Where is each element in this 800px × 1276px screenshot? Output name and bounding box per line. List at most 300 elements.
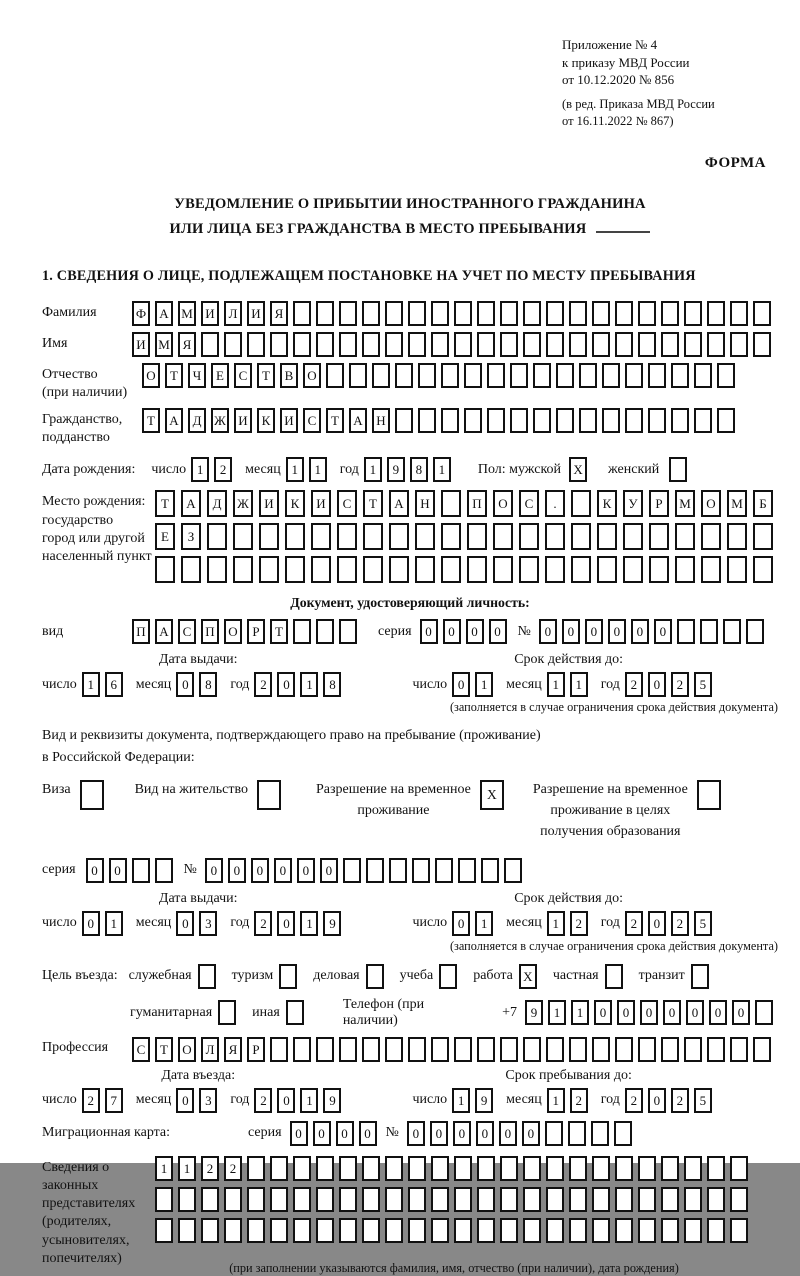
form-cell[interactable]: [454, 1156, 472, 1181]
form-cell[interactable]: 1: [300, 1088, 318, 1113]
form-cell[interactable]: [431, 1218, 449, 1243]
form-cell[interactable]: [316, 332, 334, 357]
form-cell[interactable]: [339, 1218, 357, 1243]
form-cell[interactable]: [625, 408, 643, 433]
form-cell[interactable]: [597, 556, 617, 583]
form-cell[interactable]: Я: [178, 332, 196, 357]
form-cell[interactable]: [286, 1000, 304, 1025]
form-cell[interactable]: [556, 363, 574, 388]
form-cell[interactable]: 1: [300, 672, 318, 697]
form-cell[interactable]: [579, 363, 597, 388]
form-cell[interactable]: [395, 408, 413, 433]
form-cell[interactable]: [441, 408, 459, 433]
form-cell[interactable]: А: [349, 408, 367, 433]
form-cell[interactable]: 1: [155, 1156, 173, 1181]
form-cell[interactable]: .: [545, 490, 565, 517]
form-cell[interactable]: [481, 858, 499, 883]
form-cell[interactable]: [753, 301, 771, 326]
form-cell[interactable]: [592, 332, 610, 357]
form-cell[interactable]: [439, 964, 457, 989]
form-cell[interactable]: А: [389, 490, 409, 517]
form-cell[interactable]: С: [178, 619, 196, 644]
form-cell[interactable]: 8: [323, 672, 341, 697]
form-cell[interactable]: [339, 1187, 357, 1212]
form-cell[interactable]: [362, 301, 380, 326]
form-cell[interactable]: 1: [82, 672, 100, 697]
form-cell[interactable]: [362, 1218, 380, 1243]
form-cell[interactable]: Л: [201, 1037, 219, 1062]
form-cell[interactable]: [362, 1156, 380, 1181]
form-cell[interactable]: Ф: [132, 301, 150, 326]
form-cell[interactable]: [477, 332, 495, 357]
form-cell[interactable]: 9: [323, 1088, 341, 1113]
form-cell[interactable]: [519, 556, 539, 583]
form-cell[interactable]: 3: [199, 1088, 217, 1113]
form-cell[interactable]: [500, 1187, 518, 1212]
form-cell[interactable]: [218, 1000, 236, 1025]
form-cell[interactable]: Т: [326, 408, 344, 433]
form-cell[interactable]: 0: [522, 1121, 540, 1146]
form-cell[interactable]: 0: [562, 619, 580, 644]
form-cell[interactable]: И: [247, 301, 265, 326]
form-cell[interactable]: 7: [105, 1088, 123, 1113]
form-cell[interactable]: [730, 1218, 748, 1243]
form-cell[interactable]: [431, 1037, 449, 1062]
form-cell[interactable]: [691, 964, 709, 989]
form-cell[interactable]: [316, 301, 334, 326]
form-cell[interactable]: [270, 332, 288, 357]
form-cell[interactable]: X: [480, 780, 504, 810]
form-cell[interactable]: З: [181, 523, 201, 550]
form-cell[interactable]: Е: [211, 363, 229, 388]
form-cell[interactable]: [523, 1037, 541, 1062]
form-cell[interactable]: 5: [694, 672, 712, 697]
form-cell[interactable]: [730, 332, 748, 357]
form-cell[interactable]: [625, 363, 643, 388]
form-cell[interactable]: [293, 301, 311, 326]
form-cell[interactable]: [270, 1156, 288, 1181]
form-cell[interactable]: О: [493, 490, 513, 517]
form-cell[interactable]: С: [132, 1037, 150, 1062]
form-cell[interactable]: [477, 1037, 495, 1062]
form-cell[interactable]: [661, 1218, 679, 1243]
form-cell[interactable]: [546, 301, 564, 326]
form-cell[interactable]: [510, 408, 528, 433]
form-cell[interactable]: [591, 1121, 609, 1146]
form-cell[interactable]: [638, 332, 656, 357]
form-cell[interactable]: [293, 332, 311, 357]
form-cell[interactable]: [155, 1218, 173, 1243]
form-cell[interactable]: [717, 408, 735, 433]
form-cell[interactable]: [201, 1187, 219, 1212]
form-cell[interactable]: [259, 523, 279, 550]
form-cell[interactable]: [519, 523, 539, 550]
form-cell[interactable]: [546, 332, 564, 357]
form-cell[interactable]: [385, 332, 403, 357]
form-cell[interactable]: 1: [547, 911, 565, 936]
form-cell[interactable]: О: [142, 363, 160, 388]
form-cell[interactable]: 0: [176, 672, 194, 697]
form-cell[interactable]: [181, 556, 201, 583]
form-cell[interactable]: [458, 858, 476, 883]
form-cell[interactable]: [605, 964, 623, 989]
form-cell[interactable]: К: [597, 490, 617, 517]
form-cell[interactable]: [546, 1156, 564, 1181]
form-cell[interactable]: Я: [270, 301, 288, 326]
form-cell[interactable]: 2: [671, 1088, 689, 1113]
form-cell[interactable]: 2: [254, 911, 272, 936]
form-cell[interactable]: Т: [155, 1037, 173, 1062]
form-cell[interactable]: [623, 556, 643, 583]
form-cell[interactable]: [701, 523, 721, 550]
form-cell[interactable]: 0: [228, 858, 246, 883]
form-cell[interactable]: А: [155, 301, 173, 326]
form-cell[interactable]: Т: [363, 490, 383, 517]
form-cell[interactable]: [523, 301, 541, 326]
form-cell[interactable]: 0: [654, 619, 672, 644]
form-cell[interactable]: [339, 301, 357, 326]
form-cell[interactable]: [707, 1218, 725, 1243]
form-cell[interactable]: [556, 408, 574, 433]
form-cell[interactable]: [224, 332, 242, 357]
form-cell[interactable]: [727, 556, 747, 583]
form-cell[interactable]: [638, 1156, 656, 1181]
form-cell[interactable]: 5: [694, 1088, 712, 1113]
form-cell[interactable]: 0: [489, 619, 507, 644]
form-cell[interactable]: [257, 780, 281, 810]
form-cell[interactable]: [615, 1156, 633, 1181]
form-cell[interactable]: [592, 301, 610, 326]
form-cell[interactable]: [569, 332, 587, 357]
form-cell[interactable]: [746, 619, 764, 644]
form-cell[interactable]: 1: [178, 1156, 196, 1181]
form-cell[interactable]: Я: [224, 1037, 242, 1062]
form-cell[interactable]: [707, 301, 725, 326]
form-cell[interactable]: С: [519, 490, 539, 517]
form-cell[interactable]: [155, 556, 175, 583]
form-cell[interactable]: [464, 408, 482, 433]
form-cell[interactable]: 1: [548, 1000, 566, 1025]
form-cell[interactable]: О: [701, 490, 721, 517]
form-cell[interactable]: [694, 408, 712, 433]
form-cell[interactable]: И: [280, 408, 298, 433]
form-cell[interactable]: [224, 1218, 242, 1243]
form-cell[interactable]: [431, 301, 449, 326]
form-cell[interactable]: 0: [336, 1121, 354, 1146]
form-cell[interactable]: Н: [415, 490, 435, 517]
form-cell[interactable]: [247, 332, 265, 357]
form-cell[interactable]: 0: [430, 1121, 448, 1146]
form-cell[interactable]: 2: [625, 672, 643, 697]
form-cell[interactable]: Т: [142, 408, 160, 433]
form-cell[interactable]: [454, 1218, 472, 1243]
form-cell[interactable]: [623, 523, 643, 550]
form-cell[interactable]: [649, 556, 669, 583]
form-cell[interactable]: [500, 332, 518, 357]
form-cell[interactable]: [694, 363, 712, 388]
form-cell[interactable]: [615, 301, 633, 326]
form-cell[interactable]: [464, 363, 482, 388]
form-cell[interactable]: [700, 619, 718, 644]
form-cell[interactable]: [500, 301, 518, 326]
form-cell[interactable]: И: [201, 301, 219, 326]
form-cell[interactable]: [569, 301, 587, 326]
form-cell[interactable]: Д: [207, 490, 227, 517]
form-cell[interactable]: [224, 1187, 242, 1212]
form-cell[interactable]: [441, 363, 459, 388]
form-cell[interactable]: [730, 1156, 748, 1181]
form-cell[interactable]: И: [311, 490, 331, 517]
form-cell[interactable]: [615, 1218, 633, 1243]
form-cell[interactable]: Т: [155, 490, 175, 517]
form-cell[interactable]: [339, 332, 357, 357]
form-cell[interactable]: 0: [290, 1121, 308, 1146]
form-cell[interactable]: 2: [254, 1088, 272, 1113]
form-cell[interactable]: [684, 332, 702, 357]
form-cell[interactable]: [270, 1218, 288, 1243]
form-cell[interactable]: [753, 332, 771, 357]
form-cell[interactable]: 0: [277, 911, 295, 936]
form-cell[interactable]: О: [178, 1037, 196, 1062]
form-cell[interactable]: М: [178, 301, 196, 326]
form-cell[interactable]: [270, 1187, 288, 1212]
form-cell[interactable]: [571, 490, 591, 517]
form-cell[interactable]: [316, 619, 334, 644]
form-cell[interactable]: И: [234, 408, 252, 433]
form-cell[interactable]: 0: [585, 619, 603, 644]
form-cell[interactable]: [415, 523, 435, 550]
form-cell[interactable]: [669, 457, 687, 482]
form-cell[interactable]: 1: [364, 457, 382, 482]
form-cell[interactable]: С: [234, 363, 252, 388]
form-cell[interactable]: [684, 1218, 702, 1243]
form-cell[interactable]: 1: [433, 457, 451, 482]
form-cell[interactable]: [389, 858, 407, 883]
form-cell[interactable]: [597, 523, 617, 550]
form-cell[interactable]: [385, 301, 403, 326]
form-cell[interactable]: [753, 523, 773, 550]
form-cell[interactable]: [753, 556, 773, 583]
form-cell[interactable]: [684, 1037, 702, 1062]
form-cell[interactable]: 9: [525, 1000, 543, 1025]
form-cell[interactable]: 9: [387, 457, 405, 482]
form-cell[interactable]: [408, 1187, 426, 1212]
form-cell[interactable]: Н: [372, 408, 390, 433]
form-cell[interactable]: Д: [188, 408, 206, 433]
form-cell[interactable]: Ч: [188, 363, 206, 388]
form-cell[interactable]: [500, 1156, 518, 1181]
form-cell[interactable]: [523, 1187, 541, 1212]
form-cell[interactable]: А: [165, 408, 183, 433]
form-cell[interactable]: 0: [476, 1121, 494, 1146]
form-cell[interactable]: [568, 1121, 586, 1146]
form-cell[interactable]: [415, 556, 435, 583]
form-cell[interactable]: К: [257, 408, 275, 433]
form-cell[interactable]: 1: [300, 911, 318, 936]
form-cell[interactable]: 0: [640, 1000, 658, 1025]
form-cell[interactable]: [602, 408, 620, 433]
form-cell[interactable]: [477, 1156, 495, 1181]
form-cell[interactable]: 0: [359, 1121, 377, 1146]
form-cell[interactable]: 0: [313, 1121, 331, 1146]
form-cell[interactable]: 0: [539, 619, 557, 644]
form-cell[interactable]: [615, 332, 633, 357]
form-cell[interactable]: [592, 1156, 610, 1181]
form-cell[interactable]: [372, 363, 390, 388]
form-cell[interactable]: М: [675, 490, 695, 517]
form-cell[interactable]: 2: [671, 911, 689, 936]
form-cell[interactable]: [293, 619, 311, 644]
form-cell[interactable]: 1: [547, 672, 565, 697]
form-cell[interactable]: И: [259, 490, 279, 517]
form-cell[interactable]: [571, 523, 591, 550]
form-cell[interactable]: 2: [570, 1088, 588, 1113]
form-cell[interactable]: [285, 523, 305, 550]
form-cell[interactable]: 1: [286, 457, 304, 482]
form-cell[interactable]: М: [155, 332, 173, 357]
form-cell[interactable]: [661, 1156, 679, 1181]
form-cell[interactable]: [441, 556, 461, 583]
form-cell[interactable]: [707, 1156, 725, 1181]
form-cell[interactable]: Б: [753, 490, 773, 517]
form-cell[interactable]: X: [519, 964, 537, 989]
form-cell[interactable]: Е: [155, 523, 175, 550]
form-cell[interactable]: 2: [254, 672, 272, 697]
form-cell[interactable]: [408, 301, 426, 326]
form-cell[interactable]: [441, 490, 461, 517]
form-cell[interactable]: 0: [176, 911, 194, 936]
form-cell[interactable]: [753, 1037, 771, 1062]
form-cell[interactable]: [366, 858, 384, 883]
form-cell[interactable]: И: [132, 332, 150, 357]
form-cell[interactable]: [614, 1121, 632, 1146]
form-cell[interactable]: [385, 1187, 403, 1212]
form-cell[interactable]: [569, 1156, 587, 1181]
form-cell[interactable]: [316, 1187, 334, 1212]
form-cell[interactable]: Т: [270, 619, 288, 644]
form-cell[interactable]: [339, 1156, 357, 1181]
form-cell[interactable]: 2: [671, 672, 689, 697]
form-cell[interactable]: 0: [277, 672, 295, 697]
form-cell[interactable]: 0: [686, 1000, 704, 1025]
form-cell[interactable]: 1: [547, 1088, 565, 1113]
form-cell[interactable]: 0: [594, 1000, 612, 1025]
form-cell[interactable]: 1: [105, 911, 123, 936]
form-cell[interactable]: [546, 1218, 564, 1243]
form-cell[interactable]: [592, 1037, 610, 1062]
form-cell[interactable]: [408, 1156, 426, 1181]
form-cell[interactable]: [362, 332, 380, 357]
form-cell[interactable]: [707, 1187, 725, 1212]
form-cell[interactable]: [533, 363, 551, 388]
form-cell[interactable]: [615, 1187, 633, 1212]
form-cell[interactable]: [363, 523, 383, 550]
form-cell[interactable]: [730, 301, 748, 326]
form-cell[interactable]: [648, 363, 666, 388]
form-cell[interactable]: П: [132, 619, 150, 644]
form-cell[interactable]: [571, 556, 591, 583]
form-cell[interactable]: [339, 619, 357, 644]
form-cell[interactable]: [467, 523, 487, 550]
form-cell[interactable]: [467, 556, 487, 583]
form-cell[interactable]: [412, 858, 430, 883]
form-cell[interactable]: 2: [625, 911, 643, 936]
form-cell[interactable]: 1: [191, 457, 209, 482]
form-cell[interactable]: [661, 332, 679, 357]
form-cell[interactable]: [493, 523, 513, 550]
form-cell[interactable]: 2: [82, 1088, 100, 1113]
form-cell[interactable]: П: [467, 490, 487, 517]
form-cell[interactable]: 1: [475, 911, 493, 936]
form-cell[interactable]: [279, 964, 297, 989]
form-cell[interactable]: [285, 556, 305, 583]
form-cell[interactable]: 0: [648, 911, 666, 936]
form-cell[interactable]: [311, 523, 331, 550]
form-cell[interactable]: [545, 556, 565, 583]
form-cell[interactable]: 0: [320, 858, 338, 883]
form-cell[interactable]: 0: [648, 1088, 666, 1113]
form-cell[interactable]: [661, 1187, 679, 1212]
form-cell[interactable]: М: [727, 490, 747, 517]
form-cell[interactable]: 0: [86, 858, 104, 883]
form-cell[interactable]: [500, 1218, 518, 1243]
form-cell[interactable]: 3: [199, 911, 217, 936]
form-cell[interactable]: [523, 332, 541, 357]
form-cell[interactable]: 0: [453, 1121, 471, 1146]
form-cell[interactable]: [385, 1037, 403, 1062]
form-cell[interactable]: В: [280, 363, 298, 388]
form-cell[interactable]: [545, 523, 565, 550]
form-cell[interactable]: [132, 858, 150, 883]
form-cell[interactable]: [477, 1187, 495, 1212]
form-cell[interactable]: [337, 523, 357, 550]
form-cell[interactable]: 8: [199, 672, 217, 697]
form-cell[interactable]: [675, 523, 695, 550]
form-cell[interactable]: [723, 619, 741, 644]
form-cell[interactable]: [366, 964, 384, 989]
form-cell[interactable]: [155, 1187, 173, 1212]
form-cell[interactable]: [546, 1037, 564, 1062]
form-cell[interactable]: [201, 1218, 219, 1243]
form-cell[interactable]: 8: [410, 457, 428, 482]
form-cell[interactable]: [661, 301, 679, 326]
form-cell[interactable]: [579, 408, 597, 433]
form-cell[interactable]: 6: [105, 672, 123, 697]
form-cell[interactable]: А: [181, 490, 201, 517]
form-cell[interactable]: 0: [274, 858, 292, 883]
form-cell[interactable]: [615, 1037, 633, 1062]
form-cell[interactable]: О: [303, 363, 321, 388]
form-cell[interactable]: [523, 1156, 541, 1181]
form-cell[interactable]: 2: [214, 457, 232, 482]
form-cell[interactable]: 0: [663, 1000, 681, 1025]
form-cell[interactable]: Т: [257, 363, 275, 388]
form-cell[interactable]: [493, 556, 513, 583]
form-cell[interactable]: [602, 363, 620, 388]
form-cell[interactable]: [178, 1187, 196, 1212]
form-cell[interactable]: [697, 780, 721, 810]
form-cell[interactable]: [293, 1037, 311, 1062]
form-cell[interactable]: О: [224, 619, 242, 644]
form-cell[interactable]: 0: [297, 858, 315, 883]
form-cell[interactable]: [730, 1187, 748, 1212]
form-cell[interactable]: [207, 556, 227, 583]
form-cell[interactable]: 0: [617, 1000, 635, 1025]
form-cell[interactable]: 2: [224, 1156, 242, 1181]
form-cell[interactable]: [293, 1187, 311, 1212]
form-cell[interactable]: 1: [570, 672, 588, 697]
form-cell[interactable]: [362, 1037, 380, 1062]
